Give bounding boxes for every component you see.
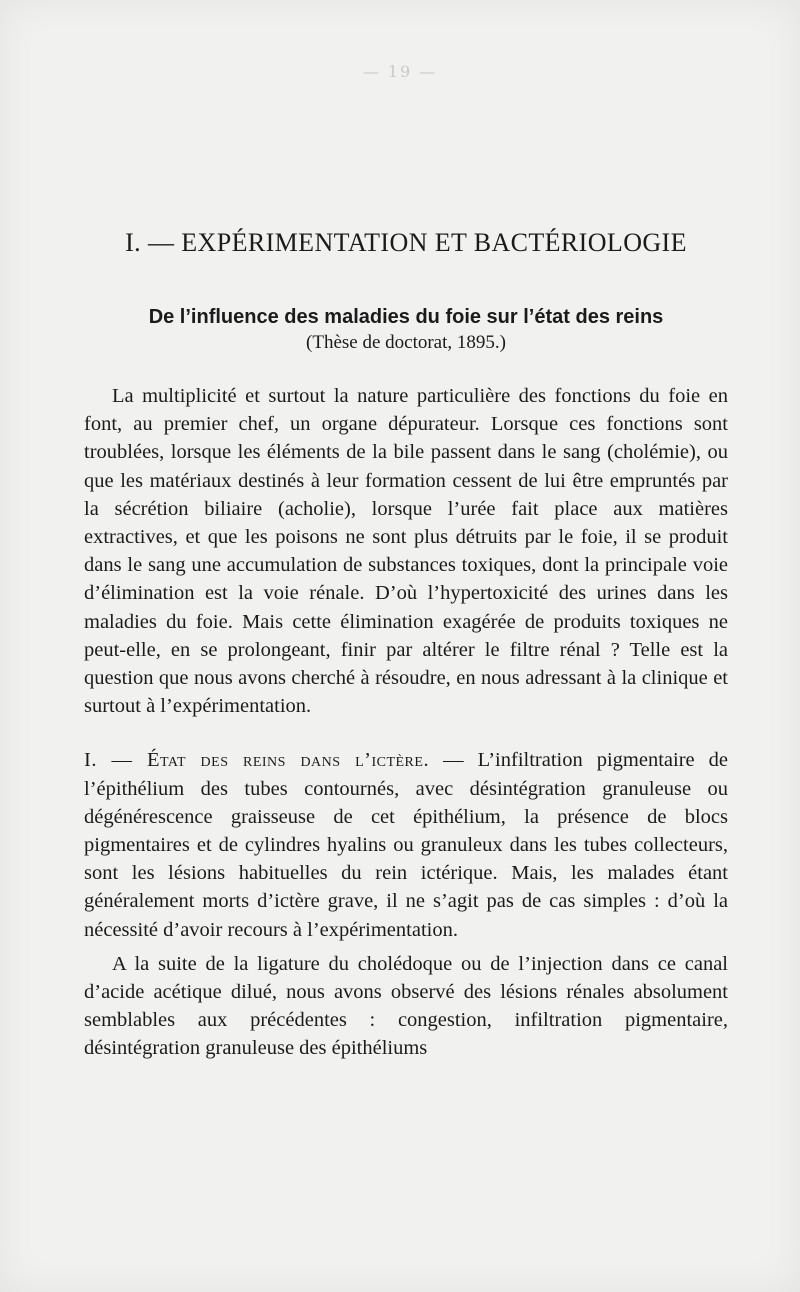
paragraph-ligature: A la suite de la ligature du cholédoque ou de l’injection dans ce canal d’acide acétique dilué, nous avons observé des lésions rénales absolument semblables aux précédentes : congestion, infiltration pigmentaire, désintégration granuleuse des épithéliums <box>84 952 728 1060</box>
paragraph-lead-label: I. — État des reins dans l’ictère. <box>84 749 430 772</box>
paragraph-etat-des-reins <box>84 746 728 943</box>
paragraph-intro: La multiplicité et surtout la nature particulière des fonctions du foie en font, au premier chef, un organe dépurateur. Lorsque ces fonctions sont troublées, lorsque les éléments de la bile passent dans le sang (cholémie), ou que les matériaux destinés à leur formation cessent de lui être empruntés par la sécrétion biliaire (acholie), lorsque l’urée fait place aux matières extractives, et que les poisons ne sont plus détruits par le foie, il se produit dans le sang une accumulation de substances toxiques, dont la principale voie d’élimination est la voie rénale. D’où l’hypertoxicité des urines dans les maladies du foie. Mais cette élimination exagérée de produits toxiques ne peut-elle, en se prolongeant, finir par altérer le filtre rénal ? Telle est la question que nous avons cherché à résoudre, en nous adressant à la clinique et surtout à l’expérimentation. <box>84 385 728 718</box>
section-heading: I. — EXPÉRIMENTATION ET BACTÉRIOLOGIE <box>125 228 687 257</box>
paragraph-etat-text: — L’infiltration pigmentaire de l’épithélium des tubes contournés, avec désintégration granuleuse ou dégénérescence graisseuse de cet épithélium, la présence de blocs pigmentaires et de cylindres hyalins ou granuleux dans les tubes collecteurs, sont les lésions habituelles du rein ictérique. Mais, les malades étant généralement morts d’ictère grave, il ne s’agit pas de cas simples : d’où la nécessité d’avoir recours à l’expérimentation. <box>84 749 729 941</box>
article-title: De l’influence des maladies du foie sur l’état des reins <box>148 306 664 328</box>
article-subtitle: (Thèse de doctorat, 1895.) <box>306 332 506 353</box>
page-content <box>84 226 728 1063</box>
page-number: — 19 — <box>362 62 438 81</box>
